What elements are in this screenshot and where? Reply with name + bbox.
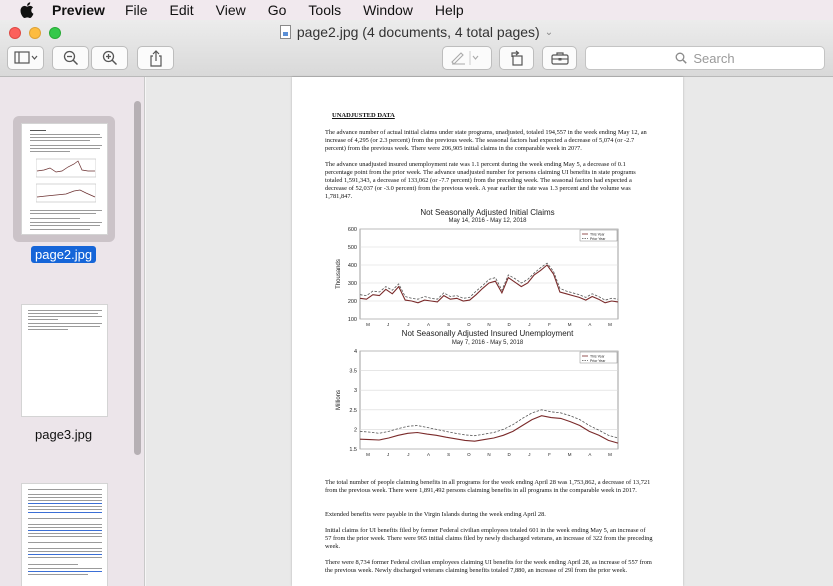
share-icon [149,50,163,67]
legend-label: This Year [590,354,605,359]
x-tick-label: S [447,322,451,327]
menu-tools[interactable]: Tools [308,2,342,18]
x-tick-label: M [567,452,572,457]
legend-label: Prior Year [590,358,606,363]
x-tick-label: A [426,452,431,457]
search-placeholder: Search [693,50,735,66]
document-view[interactable] [146,77,833,586]
menu-window[interactable]: Window [363,2,413,18]
pen-icon [449,51,479,65]
y-tick-label: 100 [347,317,357,323]
menu-edit[interactable]: Edit [169,2,194,18]
chart2-insured-unemployment [322,345,662,467]
paragraph-insured-unemployment: The advance unadjusted insured unemployment rate was 1.1 percent during the week ending May 5, a decrease of 0.1 percentage point from the prior week. The advance unadjusted number for persons claiming UI benefits in state programs totaled 1,591,343, a decrease of 133,062 (or -7.7 percent) from the preceding week. The seasonal factors had expected a decrease of 52,037 (or -3.0 percent) from the previous week. A year earlier the rate was 1.3 percent and the volume was 1,781,847. [325,161,636,200]
document-page [292,77,683,586]
zoom-out-button[interactable] [52,46,89,70]
window-title-text: page2.jpg (4 documents, 4 total pages) [296,24,540,40]
menu-bar [0,0,833,20]
y-tick-label: 500 [347,245,357,251]
x-tick-label: M [366,452,370,457]
search-icon [675,52,687,64]
x-tick-label: J [387,452,390,457]
plot-area [360,351,618,449]
sidebar-icon [14,51,38,65]
thumbnail-label-page3[interactable]: page3.jpg [35,427,93,442]
y-tick-label: 2 [353,427,357,434]
x-tick-label: J [387,322,390,327]
y-axis-label: Millions [336,389,342,411]
sidebar-view-button[interactable] [7,46,44,70]
paragraph-all-programs: The total number of people claiming benefits in all programs for the week ending April 28 was 1,753,862, a decrease of 13,721 from the previous week. There were 1,891,492 persons claiming benefits in all programs in the comparable week in 2017. [325,479,651,494]
x-tick-label: N [487,322,491,327]
x-tick-label: D [507,322,511,327]
window-title[interactable] [0,24,833,40]
search-field[interactable] [585,46,825,70]
y-tick-label: 300 [347,281,357,287]
x-tick-label: O [467,452,471,457]
paragraph-federal-initial: Initial claims for UI benefits filed by former Federal civilian employees totaled 601 in the week ending May 5, an increase of 57 from the prior week. There were 965 initial claims filed by newly discharged veterans, an increase of 322 from the preceding week. [325,527,653,550]
thumbnail-sidebar [0,77,145,586]
paragraph-federal-claiming: There were 8,734 former Federal civilian employees claiming UI benefits for the week ending April 28, as increase of 557 from the previous week. Newly discharged veterans claiming benefits totaled 7,880, an increase of 29l from the prior week. [325,559,652,574]
y-axis-label: Thousands [336,259,342,289]
menu-app-name[interactable]: Preview [52,2,105,18]
zoom-in-button[interactable] [91,46,128,70]
x-tick-label: M [567,322,572,327]
y-tick-label: 2.5 [349,407,357,414]
menu-view[interactable]: View [215,2,246,18]
rotate-left-icon [509,50,525,66]
toolbox-icon [551,51,569,65]
y-tick-label: 600 [347,227,357,233]
x-tick-label: M [608,452,612,457]
image-file-icon [280,25,291,39]
y-tick-label: 400 [347,263,357,269]
x-tick-label: A [426,322,431,327]
x-tick-label: F [548,452,551,457]
x-tick-label: A [588,452,592,457]
x-tick-label: O [467,322,471,327]
menu-file[interactable]: File [124,2,148,18]
y-tick-label: 1.5 [349,447,357,453]
zoom-out-icon [63,50,79,66]
x-tick-label: N [487,452,491,457]
y-tick-label: 3.5 [349,368,357,375]
x-tick-label: F [548,322,551,327]
title-bar [0,20,833,77]
rotate-button[interactable] [499,46,534,70]
markup-pen-button[interactable] [442,46,492,70]
share-button[interactable] [137,46,174,70]
menu-go[interactable]: Go [267,2,287,18]
x-tick-label: J [528,452,531,457]
chevron-down-icon: ⌄ [544,26,554,38]
section-heading: UNADJUSTED DATA [332,112,395,119]
x-tick-label: D [507,452,511,457]
chart1-title: Not Seasonally Adjusted Initial Claims [420,208,555,217]
y-tick-label: 3 [353,388,357,395]
x-tick-label: J [528,322,531,327]
chart2-subtitle: May 7, 2016 - May 5, 2018 [451,340,524,346]
chart2-title: Not Seasonally Adjusted Insured Unemployment [401,329,574,338]
page-thumbnail-page4[interactable] [21,483,108,586]
legend-label: Prior Year [590,236,606,241]
zoom-in-icon [102,50,118,66]
page-thumbnail-page2[interactable] [21,123,108,235]
x-tick-label: S [447,452,451,457]
menu-help[interactable]: Help [434,2,464,18]
chart1-subtitle: May 14, 2016 - May 12, 2018 [448,218,527,224]
chart1-initial-claims [322,223,662,341]
x-tick-label: A [588,322,592,327]
x-tick-label: J [407,322,410,327]
paragraph-initial-claims: The advance number of actual initial claims under state programs, unadjusted, totaled 194,557 in the week ending May 12, an increase of 4,295 (or 2.3 percent) from the previous week. The seasonal factors had expected a decrease of 5,074 (or -2.7 percent) from the previous week. There were 206,905 initial claims in the comparable week in 20?7. [325,129,647,152]
x-tick-label: M [608,322,612,327]
y-tick-label: 4 [353,349,357,355]
x-tick-label: J [407,452,410,457]
y-tick-label: 200 [347,299,357,305]
apple-logo-icon[interactable] [20,2,38,18]
preview-window [0,20,833,586]
thumbnail-label-page2[interactable]: page2.jpg [31,246,96,263]
legend-label: This Year [590,232,605,237]
x-tick-label: M [366,322,370,327]
plot-area [360,229,618,319]
markup-toolbox-button[interactable] [542,46,577,70]
paragraph-extended-benefits: Extended benefits were payable in the Virgin Islands during the week ending April 28. [325,511,546,518]
sidebar-scrollbar[interactable] [134,101,141,455]
page-thumbnail-page3[interactable] [21,304,108,417]
